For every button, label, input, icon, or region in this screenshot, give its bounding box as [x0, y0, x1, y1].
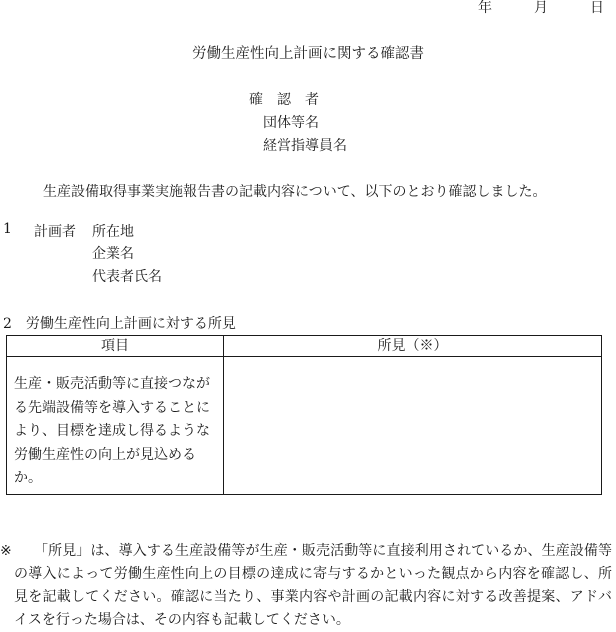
item-column-header: 項目 [7, 336, 224, 357]
section2-heading [3, 313, 236, 333]
opinion-column-header: 所見（※） [224, 336, 602, 357]
date-month-label: 月 [534, 0, 548, 16]
confirmer-heading: 確 認 者 [249, 92, 319, 108]
item-cell: 生産・販売活動等に直接つながる先端設備等を導入することにより、目標を達成し得るような労働生産性の向上が見込めるか。 [7, 357, 224, 495]
document-title: 労働生産性向上計画に関する確認書 [192, 46, 424, 62]
date-day-label: 日 [590, 0, 604, 16]
footnote [0, 540, 612, 632]
group-name-label: 団体等名 [263, 115, 319, 131]
advisor-name-label: 経営指導員名 [263, 138, 347, 154]
table-row [7, 357, 602, 495]
date-line [478, 0, 604, 17]
note-text: 「所見」は、導入する生産設備等が生産・販売活動等に直接利用されているか、生産設備等の導入によって労働生産性向上の目標の達成に寄与するかといった観点から内容を確認し、所見を記載してください。確認に当たり、事業内容や計画の記載内容に対する改善提案、アドバイスを行った場合は、その内容も記載してください。 [14, 543, 612, 628]
note-mark: ※ [0, 543, 12, 559]
company-name-label: 企業名 [92, 246, 134, 262]
section1-label: 計画者 [34, 224, 76, 240]
intro-text: 生産設備取得事業実施報告書の記載内容について、以下のとおり確認しました。 [43, 184, 547, 200]
table-header-row [7, 336, 602, 357]
section2-label: 労働生産性向上計画に対する所見 [25, 316, 236, 332]
opinion-table [6, 335, 602, 495]
opinion-cell[interactable] [224, 357, 602, 495]
date-year-label: 年 [478, 0, 492, 16]
section1-number: 1 [3, 221, 12, 237]
section2-number: 2 [3, 316, 12, 332]
address-label: 所在地 [92, 224, 134, 240]
representative-name-label: 代表者氏名 [92, 269, 162, 285]
